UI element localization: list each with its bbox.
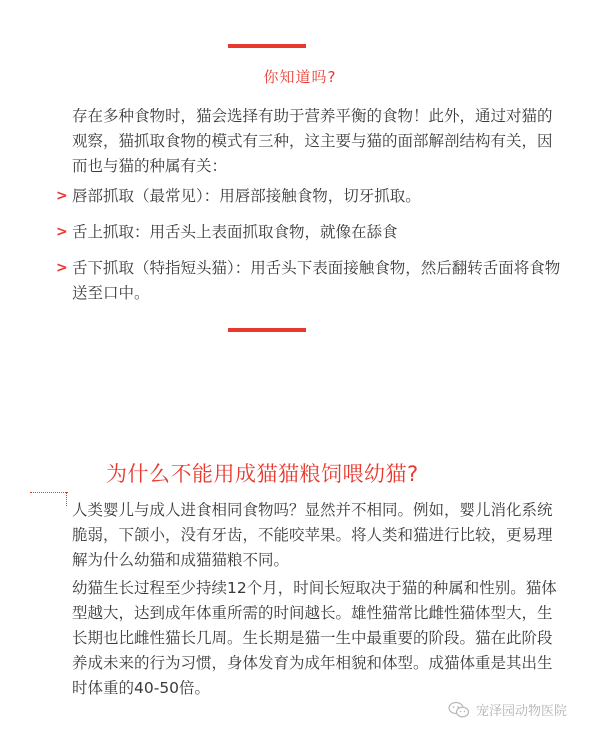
comparison-paragraph: 人类婴儿与成人进食相同食物吗？显然并不相同。例如，婴儿消化系统脆弱，下颌小，没有牙齿，不能咬苹果。将人类和猫进行比较，更易理解为什么幼猫和成猫猫粮不同。 — [72, 501, 553, 569]
list-item-text: 唇部抓取（最常见）：用唇部接触食物，切牙抓取。 — [72, 187, 421, 205]
intro-paragraph: 存在多种食物时，猫会选择有助于营养平衡的食物！此外，通过对猫的观察，猫抓取食物的模式有三种，这主要与猫的面部解剖结构有关，因而也与猫的种属有关： — [72, 107, 553, 175]
did-you-know-heading: 你知道吗? — [263, 68, 337, 86]
top-divider-bar — [228, 44, 306, 48]
watermark-text: 宠泽园动物医院 — [476, 704, 568, 719]
wechat-icon — [448, 701, 470, 719]
list-item — [56, 220, 562, 245]
chevron-right-icon: > — [56, 188, 68, 204]
list-item-text: 舌上抓取：用舌头上表面抓取食物，就像在舔食 — [72, 223, 398, 241]
chevron-right-icon: > — [56, 260, 68, 276]
section-title: 为什么不能用成猫猫粮饲喂幼猫? — [106, 462, 419, 486]
middle-divider-bar — [228, 328, 306, 332]
list-item — [56, 256, 562, 306]
chevron-right-icon: > — [56, 224, 68, 240]
list-item — [56, 184, 562, 209]
growth-paragraph: 幼猫生长过程至少持续12个月，时间长短取决于猫的种属和性别。猫体型越大，达到成年体重所需的时间越长。雄性猫常比雌性猫体型大，生长期也比雌性猫长几周。生长期是猫一生中最重要的阶段。猫在此阶段养成未来的行为习惯，身体发育为成年相貌和体型。成猫体重是其出生时体重的40-50倍。 — [72, 579, 557, 697]
watermark — [448, 700, 567, 719]
dotted-decoration — [30, 492, 68, 493]
list-item-text: 舌下抓取（特指短头猫）：用舌头下表面接触食物，然后翻转舌面将食物送至口中。 — [72, 259, 561, 302]
dotted-decoration-vertical — [66, 492, 67, 506]
